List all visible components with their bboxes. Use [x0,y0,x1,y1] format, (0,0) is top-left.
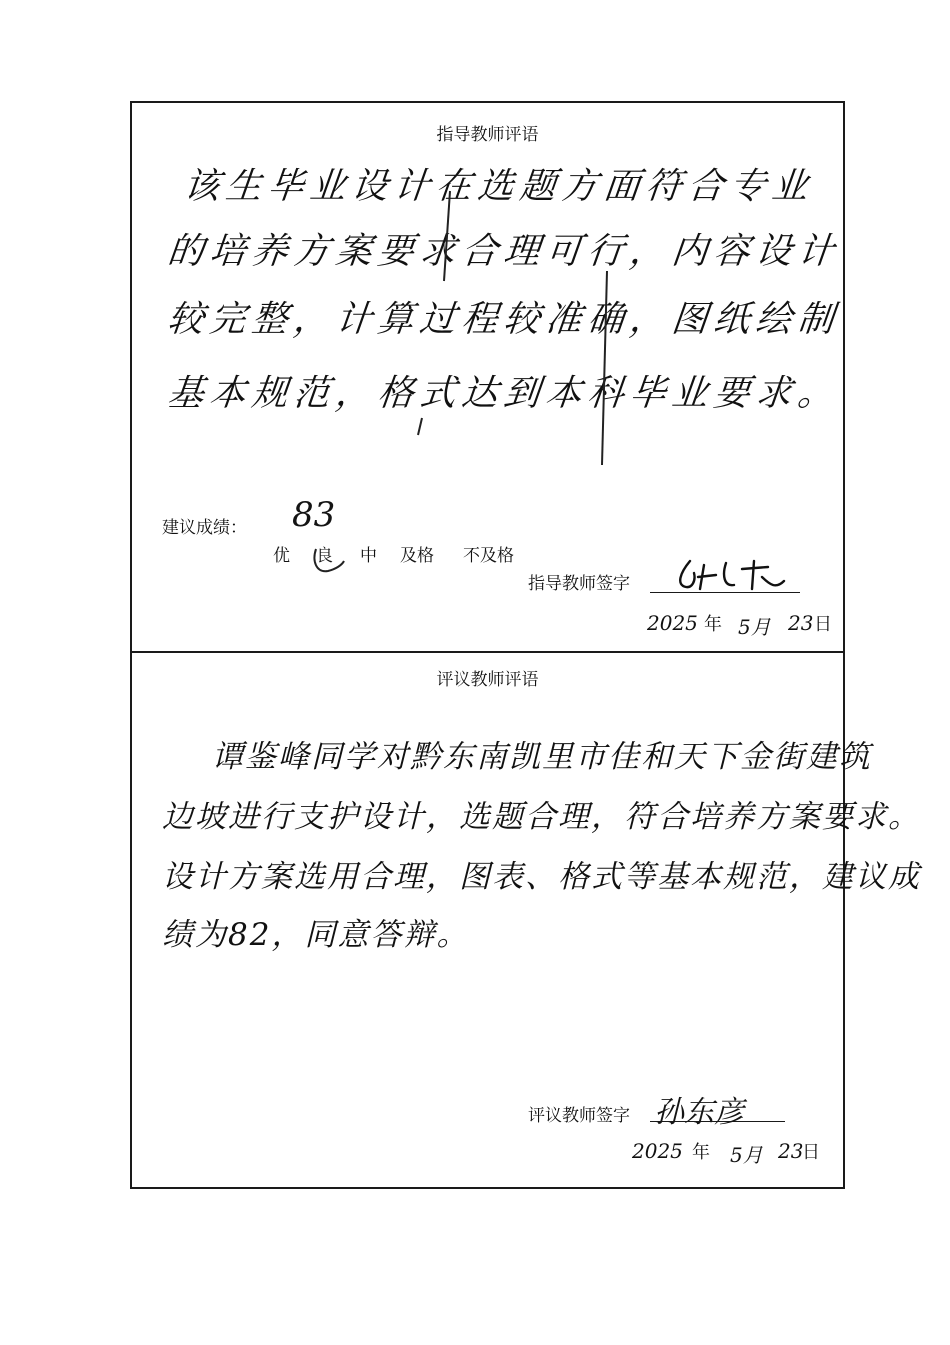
supervisor-comment-line-3: 较完整，计算过程较准确，图纸绘制 [165,299,842,340]
supervisor-comment-line-1: 该生毕业设计在选题方面符合专业 [181,166,816,207]
supervisor-signature-label: 指导教师签字 [528,574,630,594]
reviewer-date-day-char: 日 [802,1142,820,1163]
grade-option-fail: 不及格 [463,546,514,566]
supervisor-signature [672,555,802,595]
reviewer-section-title: 评议教师评语 [436,670,539,690]
evaluation-form [130,101,921,1189]
reviewer-date-day: 23 [778,1139,804,1163]
grade-option-average: 中 [360,546,377,566]
supervisor-date-year: 2025 [647,611,698,635]
grade-label: 建议成绩： [162,518,247,538]
reviewer-signature: 孙东彦 [654,1095,744,1130]
supervisor-date-month: 5月 [738,615,771,639]
grade-option-good: 良 [316,546,333,566]
grade-selection-mark [310,539,370,579]
grade-option-pass: 及格 [400,546,434,566]
supervisor-comment-line-2: 的培养方案要求合理可行，内容设计 [165,231,842,272]
reviewer-comment-line-2: 边坡进行支护设计，选题合理，符合培养方案要求。 [162,799,921,835]
reviewer-comment-line-1: 谭鉴峰同学对黔东南凯里市佳和天下金街建筑 [212,739,872,775]
supervisor-date-year-char: 年 [704,614,722,635]
reviewer-signature-label: 评议教师签字 [528,1106,630,1126]
reviewer-date-month: 5月 [730,1143,763,1167]
supervisor-date-day: 23 [788,611,814,635]
supervisor-date-day-char: 日 [814,614,832,635]
supervisor-section-title: 指导教师评语 [436,125,539,145]
section-divider [132,651,843,653]
reviewer-date-year: 2025 [632,1139,683,1163]
supervisor-comment-line-4: 基本规范，格式达到本科毕业要求。 [165,373,842,414]
reviewer-comment-line-3: 设计方案选用合理，图表、格式等基本规范，建议成 [162,859,921,895]
handwriting-strokes [132,103,847,503]
grade-option-excellent: 优 [273,546,290,566]
grade-value: 83 [292,495,336,535]
reviewer-date-year-char: 年 [692,1142,710,1163]
reviewer-comment-line-4: 绩为82，同意答辩。 [162,917,470,953]
